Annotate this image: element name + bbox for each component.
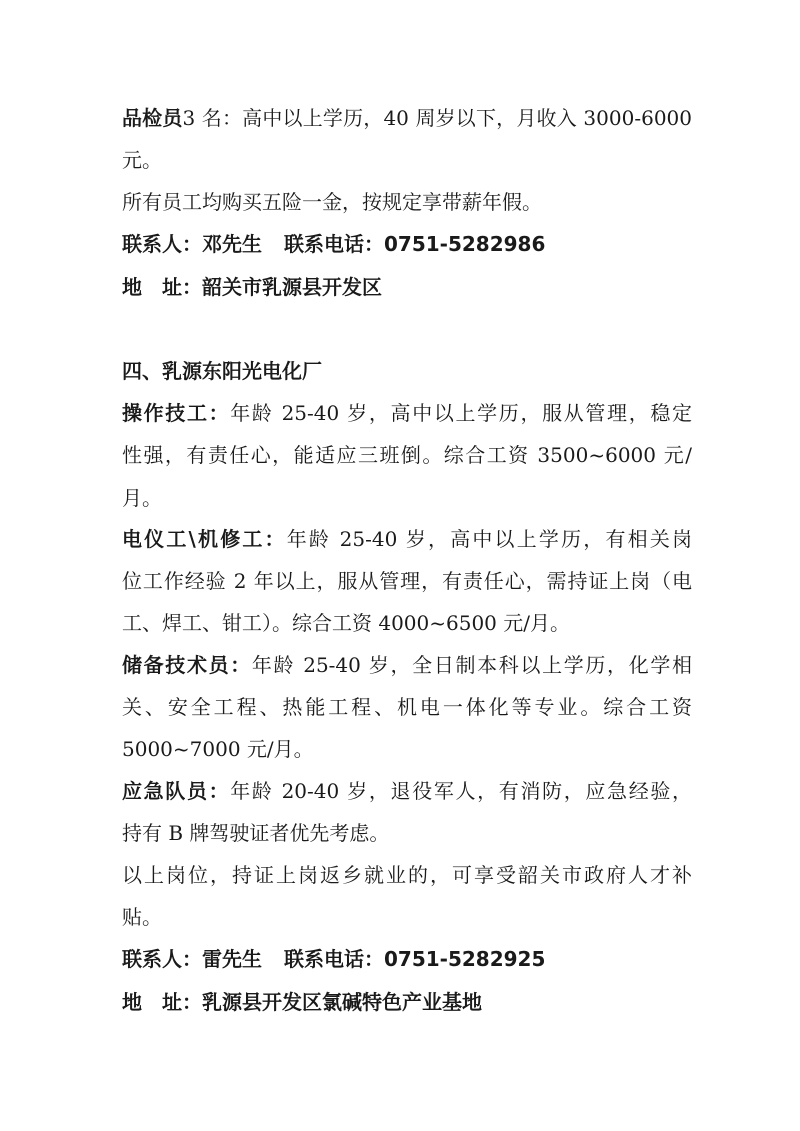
- address-line-1: [122, 273, 692, 301]
- technician-label: 储备技术员：: [122, 653, 252, 677]
- electrician-label: 电仪工\机修工：: [122, 527, 287, 551]
- contact-person-label: 联系人：: [122, 232, 202, 256]
- emergency-text-1: 年龄 20-40 岁，退役军人，有消防，应急经验，: [230, 779, 693, 803]
- inspector-line-2: 元。: [122, 148, 162, 172]
- address-line-2: [122, 988, 692, 1016]
- technician-line-2: 关、安全工程、热能工程、机电一体化等专业。综合工资: [122, 695, 692, 719]
- contact-phone-label: 联系电话：: [284, 232, 384, 256]
- contact-person-2: 雷先生: [202, 947, 262, 971]
- inspector-text-1: 3 名：高中以上学历，40 周岁以下，月收入 3000-6000: [182, 106, 692, 130]
- emergency-line-1: [122, 777, 692, 805]
- technician-text-1: 年龄 25-40 岁，全日制本科以上学历，化学相: [251, 653, 692, 677]
- contact-phone-label-2: 联系电话：: [284, 947, 384, 971]
- operator-line-3: 月。: [122, 486, 162, 510]
- electrician-line-3: 工、焊工、钳工）。综合工资 4000~6500 元/月。: [122, 611, 571, 635]
- address-label-2: 地 址：: [122, 990, 202, 1014]
- operator-line-1: [122, 399, 692, 427]
- emergency-label: 应急队员：: [122, 779, 231, 803]
- address-value-2: 乳源县开发区氯碱特色产业基地: [202, 990, 482, 1014]
- contact-person-label-2: 联系人：: [122, 947, 202, 971]
- operator-line-2: 性强，有责任心，能适应三班倒。综合工资 3500~6000 元/: [122, 443, 692, 467]
- technician-line-1: [122, 651, 692, 679]
- electrician-line-1: [122, 525, 692, 553]
- technician-line-3: 5000~7000 元/月。: [122, 737, 314, 761]
- subsidy-line-1: 以上岗位，持证上岗返乡就业的，可享受韶关市政府人才补: [122, 863, 692, 887]
- electrician-line-2: 位工作经验 2 年以上，服从管理，有责任心，需持证上岗（电: [122, 569, 692, 593]
- address-value: 韶关市乳源县开发区: [202, 275, 382, 299]
- operator-text-1: 年龄 25-40 岁，高中以上学历，服从管理，稳定: [230, 401, 693, 425]
- electrician-text-1: 年龄 25-40 岁，高中以上学历，有相关岗: [286, 527, 692, 551]
- section-heading: 四、乳源东阳光电化厂: [122, 359, 322, 383]
- contact-line-2: [122, 945, 692, 973]
- inspector-line-1: [122, 104, 692, 132]
- contact-person: 邓先生: [202, 232, 262, 256]
- contact-phone: 0751-5282986: [384, 232, 546, 256]
- inspector-label: 品检员: [122, 106, 183, 130]
- benefits-text: 所有员工均购买五险一金，按规定享带薪年假。: [122, 190, 542, 214]
- address-label: 地 址：: [122, 275, 202, 299]
- contact-phone-2: 0751-5282925: [384, 947, 546, 971]
- emergency-line-2: 持有 B 牌驾驶证者优先考虑。: [122, 821, 390, 845]
- subsidy-line-2: 贴。: [122, 905, 162, 929]
- contact-line-1: [122, 230, 692, 258]
- operator-label: 操作技工：: [122, 401, 231, 425]
